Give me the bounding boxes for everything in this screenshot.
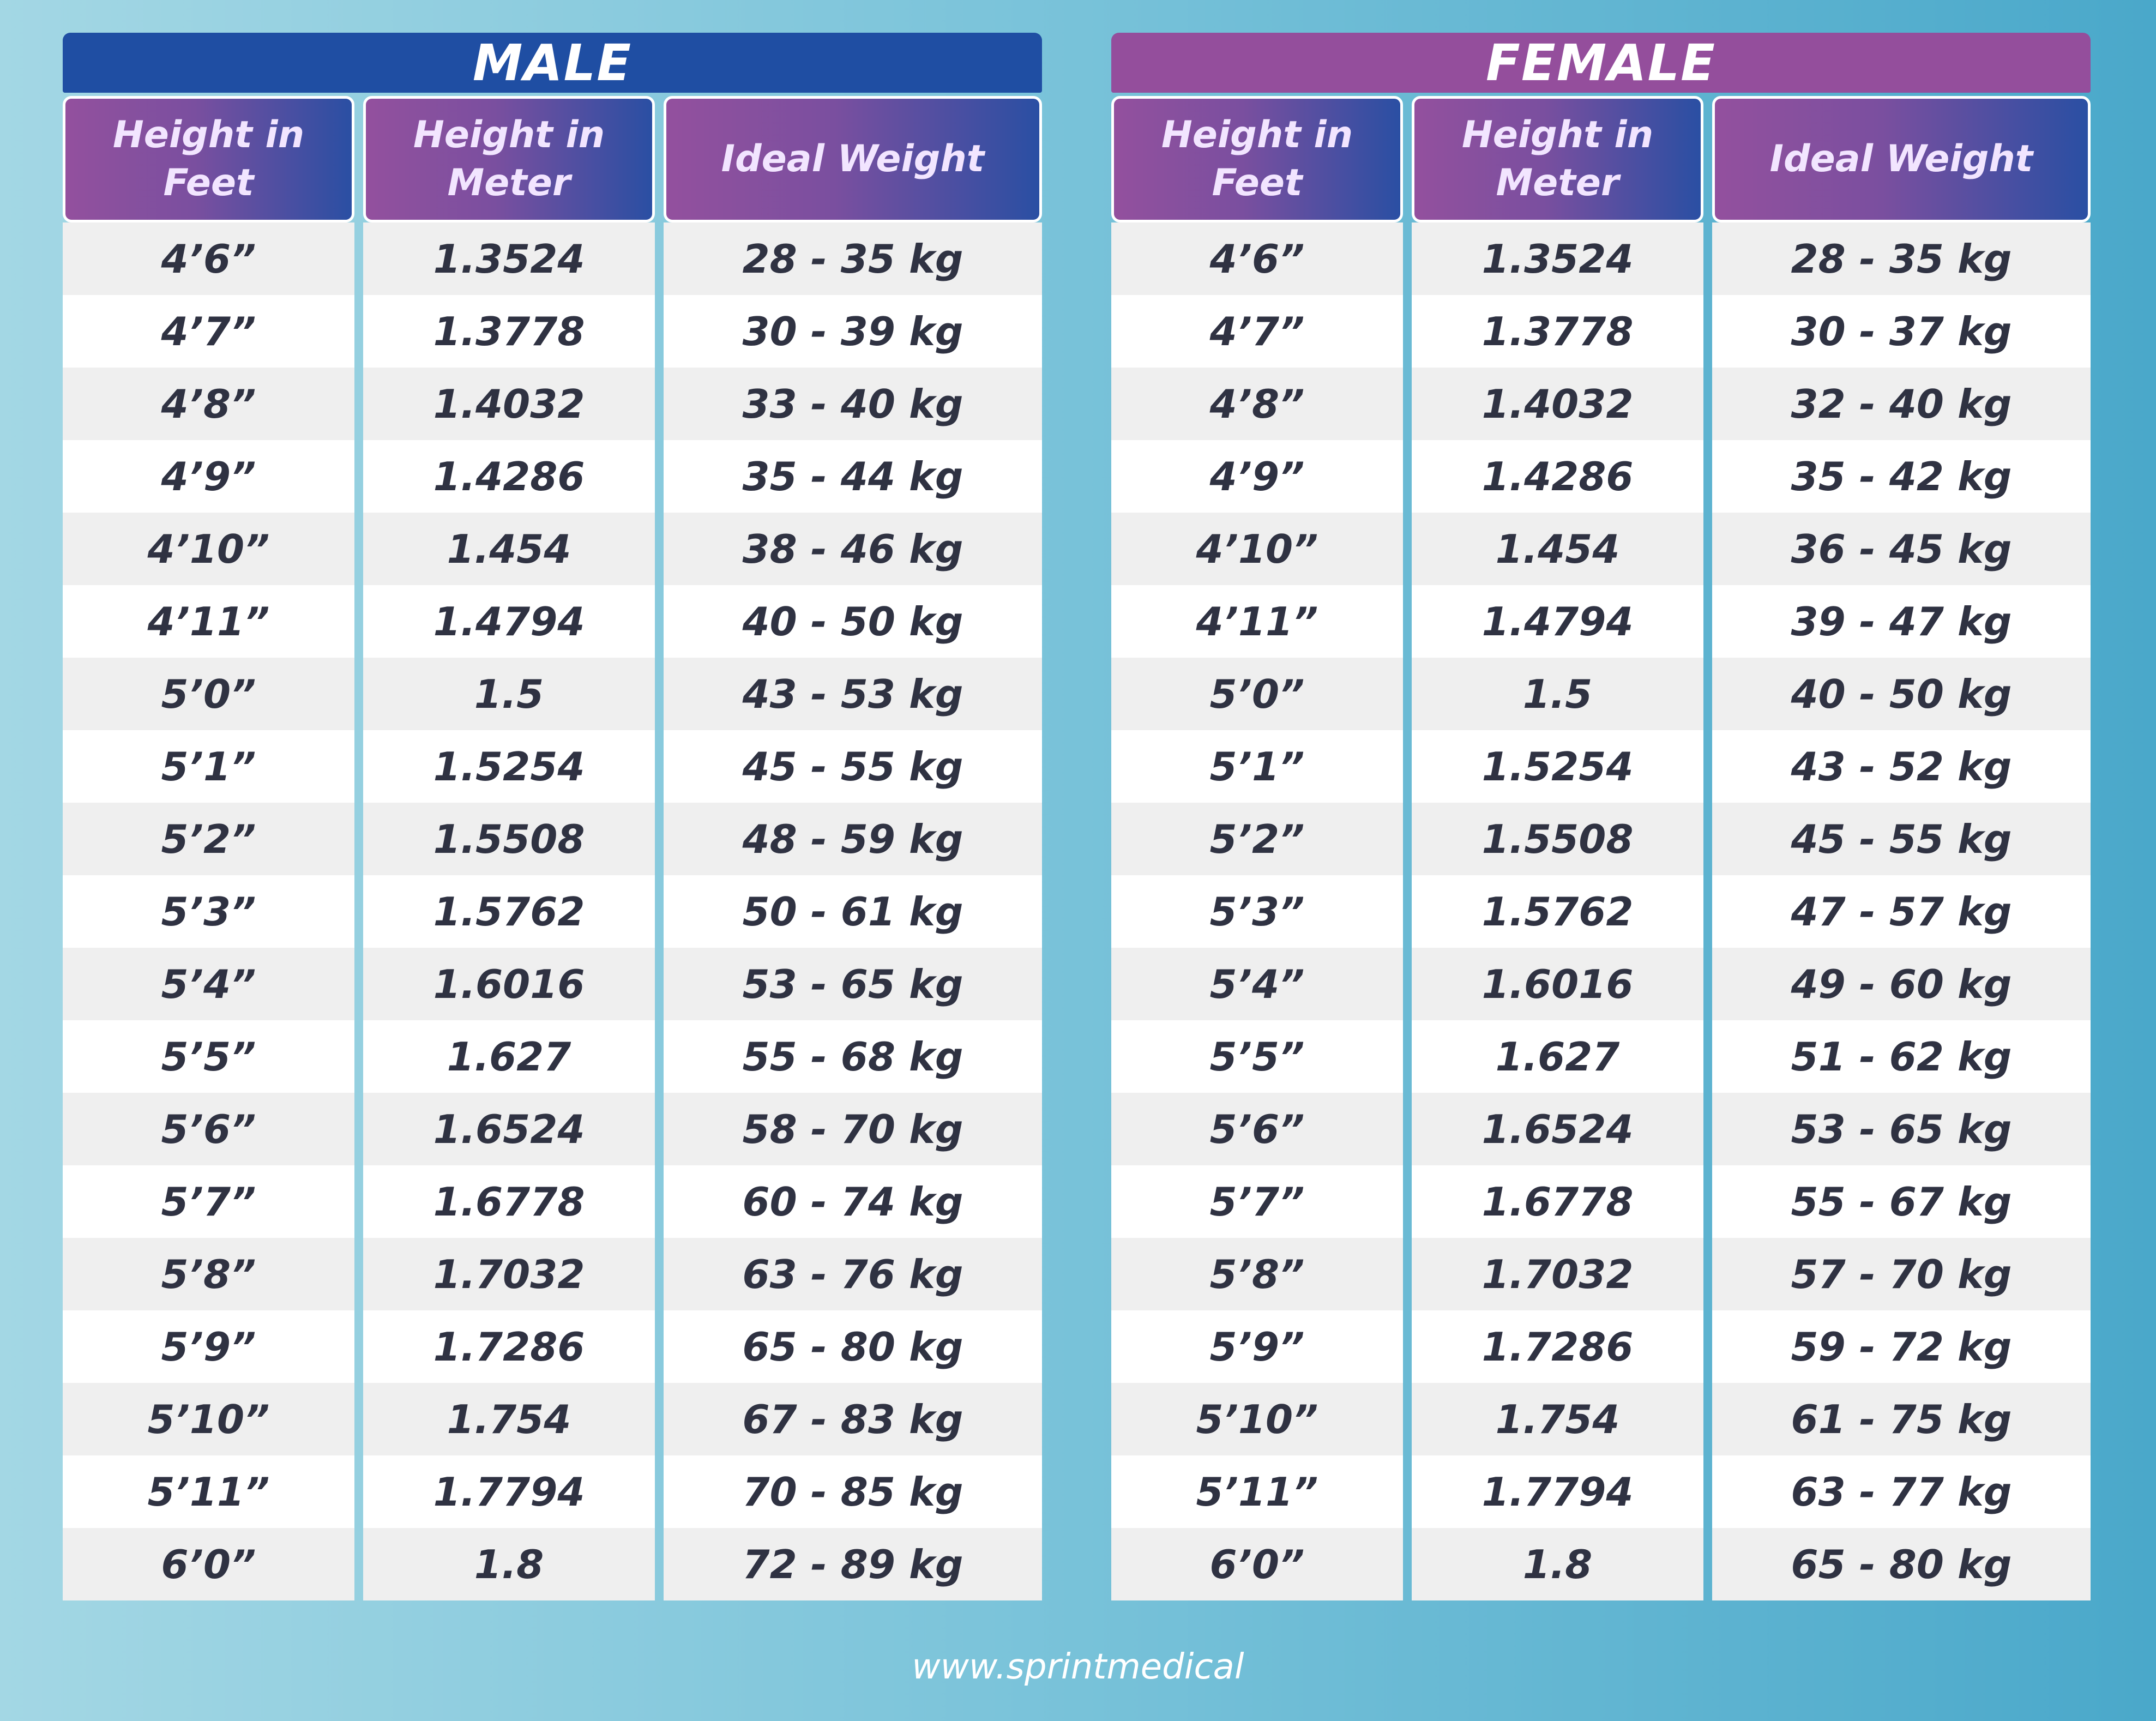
female-cell-height-feet: 5’4”: [1111, 948, 1403, 1020]
female-cell-height-feet: 4’6”: [1111, 222, 1403, 295]
male-cell-ideal-weight: 58 - 70 kg: [664, 1093, 1042, 1165]
female-cell-height-meter: 1.6524: [1412, 1093, 1703, 1165]
male-cell-height-meter: 1.8: [363, 1528, 655, 1600]
female-cell-height-feet: 6’0”: [1111, 1528, 1403, 1600]
female-cell-height-feet: 4’10”: [1111, 513, 1403, 585]
female-cell-height-feet: 5’5”: [1111, 1020, 1403, 1093]
male-cell-ideal-weight: 38 - 46 kg: [664, 513, 1042, 585]
male-cell-height-meter: 1.754: [363, 1383, 655, 1455]
male-cell-height-feet: 5’9”: [63, 1310, 354, 1383]
male-column-ideal-weight: [664, 96, 1042, 1600]
male-cell-height-meter: 1.5: [363, 658, 655, 730]
female-cell-ideal-weight: 28 - 35 kg: [1712, 222, 2091, 295]
male-cell-height-meter: 1.6778: [363, 1165, 655, 1238]
male-banner: MALE: [63, 33, 1042, 93]
male-cell-height-feet: 5’6”: [63, 1093, 354, 1165]
male-cell-ideal-weight: 35 - 44 kg: [664, 440, 1042, 513]
male-cell-ideal-weight: 33 - 40 kg: [664, 368, 1042, 440]
male-cell-ideal-weight: 45 - 55 kg: [664, 730, 1042, 803]
male-cell-height-feet: 4’8”: [63, 368, 354, 440]
male-cell-height-meter: 1.3778: [363, 295, 655, 368]
male-cell-height-feet: 5’0”: [63, 658, 354, 730]
female-cell-height-meter: 1.7032: [1412, 1238, 1703, 1310]
female-cell-ideal-weight: 40 - 50 kg: [1712, 658, 2091, 730]
female-cell-height-meter: 1.3778: [1412, 295, 1703, 368]
female-cell-height-meter: 1.5: [1412, 658, 1703, 730]
female-cell-ideal-weight: 59 - 72 kg: [1712, 1310, 2091, 1383]
female-cell-height-feet: 5’1”: [1111, 730, 1403, 803]
female-cell-ideal-weight: 61 - 75 kg: [1712, 1383, 2091, 1455]
female-cell-height-meter: 1.4286: [1412, 440, 1703, 513]
female-cell-height-meter: 1.4794: [1412, 585, 1703, 658]
male-column-height-feet: [63, 96, 354, 1600]
female-cell-ideal-weight: 65 - 80 kg: [1712, 1528, 2091, 1600]
female-header-height-meter: Height in Meter: [1412, 96, 1703, 222]
female-cell-height-meter: 1.6016: [1412, 948, 1703, 1020]
female-cell-ideal-weight: 30 - 37 kg: [1712, 295, 2091, 368]
female-panel: [1111, 33, 2091, 1601]
male-cell-height-feet: 5’10”: [63, 1383, 354, 1455]
male-cell-height-meter: 1.7286: [363, 1310, 655, 1383]
male-cell-ideal-weight: 28 - 35 kg: [664, 222, 1042, 295]
female-cell-height-meter: 1.7794: [1412, 1455, 1703, 1528]
female-header-ideal-weight: Ideal Weight: [1712, 96, 2091, 222]
male-cell-height-feet: 4’10”: [63, 513, 354, 585]
male-cell-height-feet: 5’5”: [63, 1020, 354, 1093]
male-cell-height-feet: 6’0”: [63, 1528, 354, 1600]
female-banner: FEMALE: [1111, 33, 2091, 93]
female-cell-height-meter: 1.6778: [1412, 1165, 1703, 1238]
female-cell-ideal-weight: 39 - 47 kg: [1712, 585, 2091, 658]
female-cell-height-meter: 1.627: [1412, 1020, 1703, 1093]
female-header-height-feet: Height in Feet: [1111, 96, 1403, 222]
male-cell-height-meter: 1.454: [363, 513, 655, 585]
female-cell-ideal-weight: 57 - 70 kg: [1712, 1238, 2091, 1310]
male-cell-height-meter: 1.4286: [363, 440, 655, 513]
male-cell-height-feet: 5’7”: [63, 1165, 354, 1238]
male-cell-height-meter: 1.5508: [363, 803, 655, 875]
female-cell-height-meter: 1.4032: [1412, 368, 1703, 440]
female-cell-height-meter: 1.5254: [1412, 730, 1703, 803]
male-cell-height-meter: 1.5762: [363, 875, 655, 948]
female-cell-height-meter: 1.7286: [1412, 1310, 1703, 1383]
female-cell-height-feet: 4’11”: [1111, 585, 1403, 658]
female-cell-height-meter: 1.5508: [1412, 803, 1703, 875]
male-cell-height-meter: 1.3524: [363, 222, 655, 295]
male-header-height-feet: Height in Feet: [63, 96, 354, 222]
male-cell-ideal-weight: 30 - 39 kg: [664, 295, 1042, 368]
female-cell-ideal-weight: 53 - 65 kg: [1712, 1093, 2091, 1165]
male-cell-height-feet: 4’11”: [63, 585, 354, 658]
male-cell-height-meter: 1.4032: [363, 368, 655, 440]
male-panel: [63, 33, 1042, 1601]
male-cell-height-feet: 5’11”: [63, 1455, 354, 1528]
female-cell-ideal-weight: 43 - 52 kg: [1712, 730, 2091, 803]
male-cell-ideal-weight: 43 - 53 kg: [664, 658, 1042, 730]
male-cell-ideal-weight: 65 - 80 kg: [664, 1310, 1042, 1383]
female-cell-height-meter: 1.8: [1412, 1528, 1703, 1600]
male-table: [63, 96, 1042, 1601]
male-column-height-meter: [363, 96, 655, 1600]
male-cell-height-meter: 1.6016: [363, 948, 655, 1020]
female-cell-ideal-weight: 49 - 60 kg: [1712, 948, 2091, 1020]
female-cell-height-feet: 5’7”: [1111, 1165, 1403, 1238]
male-cell-height-feet: 5’2”: [63, 803, 354, 875]
male-cell-ideal-weight: 50 - 61 kg: [664, 875, 1042, 948]
female-cell-ideal-weight: 45 - 55 kg: [1712, 803, 2091, 875]
female-cell-height-feet: 4’9”: [1111, 440, 1403, 513]
female-column-height-meter: [1412, 96, 1703, 1600]
female-cell-height-feet: 5’3”: [1111, 875, 1403, 948]
female-cell-height-feet: 5’10”: [1111, 1383, 1403, 1455]
female-cell-height-feet: 5’9”: [1111, 1310, 1403, 1383]
female-cell-height-meter: 1.3524: [1412, 222, 1703, 295]
male-cell-height-feet: 4’7”: [63, 295, 354, 368]
female-cell-height-feet: 5’0”: [1111, 658, 1403, 730]
male-cell-ideal-weight: 70 - 85 kg: [664, 1455, 1042, 1528]
male-cell-height-feet: 5’1”: [63, 730, 354, 803]
male-cell-height-meter: 1.6524: [363, 1093, 655, 1165]
female-cell-ideal-weight: 35 - 42 kg: [1712, 440, 2091, 513]
male-cell-ideal-weight: 48 - 59 kg: [664, 803, 1042, 875]
female-cell-height-feet: 4’7”: [1111, 295, 1403, 368]
male-cell-height-meter: 1.627: [363, 1020, 655, 1093]
female-cell-ideal-weight: 51 - 62 kg: [1712, 1020, 2091, 1093]
male-header-height-meter: Height in Meter: [363, 96, 655, 222]
male-header-ideal-weight: Ideal Weight: [664, 96, 1042, 222]
female-cell-height-feet: 5’2”: [1111, 803, 1403, 875]
female-cell-height-feet: 5’6”: [1111, 1093, 1403, 1165]
female-cell-height-meter: 1.754: [1412, 1383, 1703, 1455]
footer-url: www.sprintmedical: [912, 1647, 1244, 1687]
male-cell-height-feet: 5’3”: [63, 875, 354, 948]
female-cell-ideal-weight: 55 - 67 kg: [1712, 1165, 2091, 1238]
male-cell-ideal-weight: 53 - 65 kg: [664, 948, 1042, 1020]
female-table: [1111, 96, 2091, 1601]
female-cell-height-meter: 1.5762: [1412, 875, 1703, 948]
male-cell-ideal-weight: 55 - 68 kg: [664, 1020, 1042, 1093]
female-column-height-feet: [1111, 96, 1403, 1600]
female-cell-height-feet: 4’8”: [1111, 368, 1403, 440]
female-cell-height-meter: 1.454: [1412, 513, 1703, 585]
male-cell-ideal-weight: 72 - 89 kg: [664, 1528, 1042, 1600]
male-cell-ideal-weight: 60 - 74 kg: [664, 1165, 1042, 1238]
male-cell-height-meter: 1.7032: [363, 1238, 655, 1310]
male-cell-height-meter: 1.5254: [363, 730, 655, 803]
male-cell-ideal-weight: 63 - 76 kg: [664, 1238, 1042, 1310]
female-cell-height-feet: 5’8”: [1111, 1238, 1403, 1310]
male-cell-height-feet: 4’9”: [63, 440, 354, 513]
female-cell-height-feet: 5’11”: [1111, 1455, 1403, 1528]
female-cell-ideal-weight: 47 - 57 kg: [1712, 875, 2091, 948]
female-column-ideal-weight: [1712, 96, 2091, 1600]
female-cell-ideal-weight: 36 - 45 kg: [1712, 513, 2091, 585]
male-cell-height-feet: 5’4”: [63, 948, 354, 1020]
male-cell-ideal-weight: 40 - 50 kg: [664, 585, 1042, 658]
male-cell-height-meter: 1.7794: [363, 1455, 655, 1528]
male-cell-height-feet: 4’6”: [63, 222, 354, 295]
male-cell-height-meter: 1.4794: [363, 585, 655, 658]
male-cell-height-feet: 5’8”: [63, 1238, 354, 1310]
female-cell-ideal-weight: 63 - 77 kg: [1712, 1455, 2091, 1528]
female-cell-ideal-weight: 32 - 40 kg: [1712, 368, 2091, 440]
male-cell-ideal-weight: 67 - 83 kg: [664, 1383, 1042, 1455]
